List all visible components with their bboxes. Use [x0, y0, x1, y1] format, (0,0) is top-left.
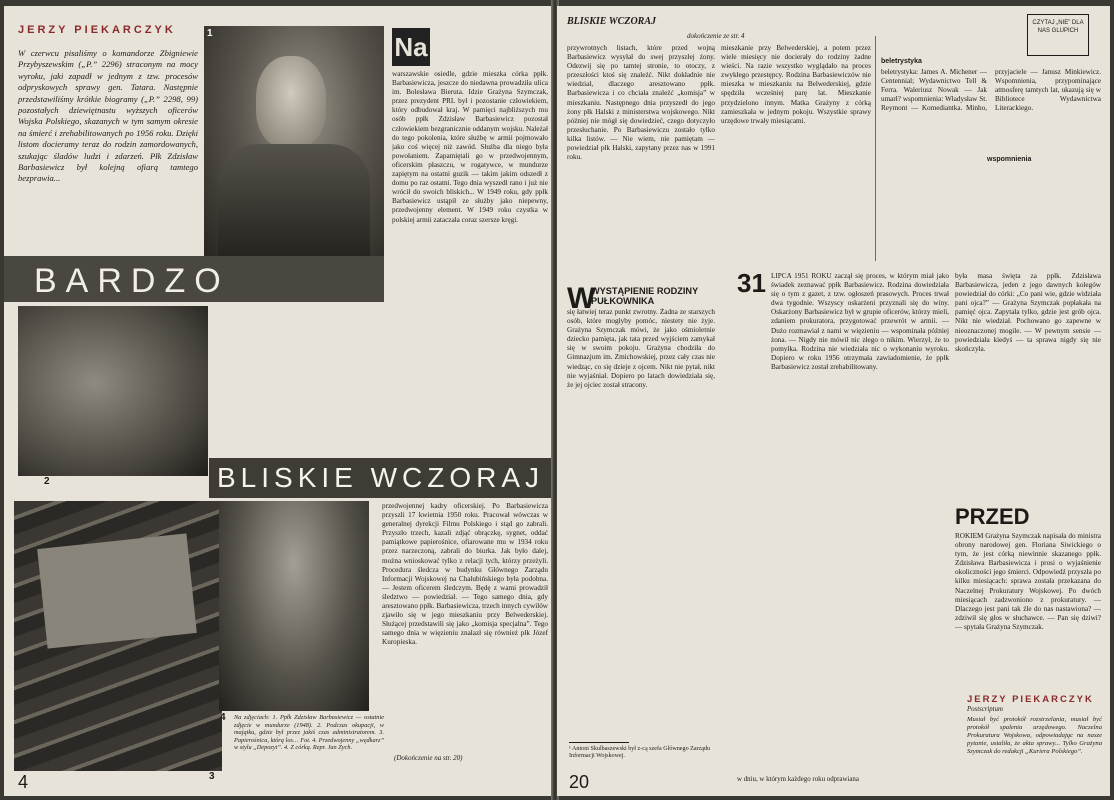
portrait-photo [204, 26, 384, 261]
bottom-line-text: w dniu, w którym każdego roku odprawiana [737, 776, 859, 783]
right-column-4-text: była masa święta za ppłk. Zdzisława Barbasiewicza, jeden z jego dawnych kolegów powiedział do córki: „Co pani wie, gdzie widziała pani ojca?” — Grażyna Szymczak popłakała na pamięć ojca. Zapytała tylko, gdzie jest grób ojca. Nikt nie wiedział. Pochowano go zapewne w nieoznaczonej mogile. — W pewnym sensie — powiedziała kiedyś — ta sprawa nigdy się nie skończyła. [955, 272, 1101, 353]
desk-photo [18, 306, 208, 476]
dropcap-w: W [567, 282, 596, 315]
dropcap-przed: PRZED [955, 504, 1030, 529]
books-heading-1: beletrystyka [881, 58, 922, 65]
page-number-left: 4 [18, 772, 29, 792]
right-column-1-text: przywrotnych listach, które przed wojną Barbasiewicz wysyłał do swej przyszłej żony. Odezwij się po tamtej stronie, to otoczy, z przeszłości ktoś się znaleźć. Nikt dokładnie nie wiedział, dlaczego aresztowano ppłk. Barbasiewicza i co chciała znaleźć „komisja” w mieszkaniu. Następnego dnia przyszedł do jego żony płk Halski z ministerstwa wojskowego. Nikt później nie mógł się dowiedzieć, czego dotyczyło przesłuchanie. Po Barbasiewiczu zostało tylko kilka listów. — Nie wiem, nie pamiętam — powiedział płk Halski, zapytany przez nas w 1991 roku. [567, 44, 715, 162]
page-number-right: 20 [569, 772, 590, 792]
photo-number-3: 3 [209, 771, 215, 782]
article-intro: W czerwcu pisaliśmy o komandorze Zbigniewie Przybyszewskim („P.” 2296) straconym na mocy wyroku, jaki zapadł w jednym z tzw. procesów odpryskowych sprawy gen. Tatara. Następnie przedstawiliśmy krótkie biogramy („P.” 2298, 99) pozostałych dziewiętnastu wyższych oficerów Wojska Polskiego, skazanych w tym samym okresie na śmierć i zrehabilitowanych po 1956 roku. Dzięki listom docieramy teraz do rodzin zamordowanych, szukając śladów ludzi i zdarzeń. Płk Zdzisław Barbasiewicz był kolejną ofiarą tamtego bezprawia... [18, 48, 198, 184]
books-column-text: beletrystyka: James A. Michener — Centennial; Wydawnictwo Tell & Ferra. Waleriusz Nowak — Jak umarł? wspomnienia: Władysław St. Reymont — Komediantka. Minho, przyjaciele — Janusz Minkiewicz. Wspomnienia, przypominające atmosferę tamtych lat, ukazują się w Bibliotece Wydawnictwa Literackiego. [881, 68, 1101, 113]
footnote-rule [569, 742, 629, 743]
title-bardzo: BARDZO [34, 262, 230, 300]
document-card [37, 533, 197, 648]
title-bliskie-wczoraj: BLISKIE WCZORAJ [209, 458, 552, 498]
czytaj-logo: CZYTAJ „NIE” DLA NAS GLUPICH [1027, 14, 1089, 56]
column-divider [875, 36, 876, 261]
dropcap-na: Na [392, 28, 430, 66]
author-byline: JERZY PIEKARCZYK [18, 24, 176, 36]
column-1-text: warszawskie osiedle, gdzie mieszka córka ppłk. Barbasiewicza, jeszcze do niedawna prowadziła ulica im. Bolesława Bieruta. Idzie Grażyna Szymczak, przez prezydent PRL był i pozostanie człowiekiem, który odbudował kraj. W pamięci najbliższych mu osób ppłk Zdzisław Barbasiewicz pozostał człowiekiem bezgranicznie oddanym wojsku. Należał do tego pokolenia, które służbę w armii pojmowało jako coś więcej niż zawód. Służba dla niego była powołaniem. Zapamiętali go w przedwojennym, oficerskim płaszczu, w rogatywce, w mundurze zapiętym na ostatni guzik — takim jakim odszedł z domu po raz ostatni. Tego dnia wyszedł rano i już nie wrócił do swoich bliskich... W 1949 roku, gdy ppłk Barbasiewicz ustąpił ze służby jako niepewny, przedwojenny element. W 1949 roku czystka w polskiej armii zataczała coraz szersze kręgi. [392, 70, 548, 224]
postscript-label: Postscriptum [967, 706, 1003, 713]
right-column-2-text: mieszkanie przy Belwederskiej, a potem przez wiele miesięcy nie docierały do rodziny żadne wieści. Na razie wszystko wyglądało na proces zwykłego przestępcy. Rodzina Barbasiewiczów nie mieszka w mieszkaniu na Belwederskiej, gdzie spędziła wcześniej parę lat. Mieszkanie przydzielono innym. Matka Grażyny z córką zamieszkała w jednym pokoju. Wszystkie sprawy urzędowe trwały miesiącami. [721, 44, 871, 125]
uniform-photo [219, 501, 369, 711]
portrait-uniform [218, 144, 370, 261]
photo-number-1: 1 [207, 28, 213, 39]
photo-number-2: 2 [44, 476, 50, 487]
photo-caption: Na zdjęciach: 1. Ppłk Zdzisław Barbasiewicz — ostatnie zdjęcie w mundurze (1948). 2. Podczas okupacji, w majątku, gdzie był przez jakiś czas administratorem. 3. Papierośnica, którą los… Fot. 4. Przedwojenny „wędkarz” w stylu „Depozyt”. 4. Z córką. Repr. Jan Zych. [234, 714, 384, 752]
right-column-1b-text: się łatwiej teraz punkt zwrotny. Żadna ze starszych osób, które mogłyby pomóc, niestety nie żyje. Grażyna Szymczak mówi, że jako ośmioletnie dziecko pamięta, jak tata przed wyjściem zamykał się w swoim pokoju. Grażyna chodziła do Gimnazjum im. Zmichowskiej, przez cały czas nie wiedząc, co się dzieje z ojcem. Nikt nie pytał, nikt nie wyjaśniał. Dopiero po latach dowiedziała się, że jej ojciec został stracony. [567, 308, 715, 389]
right-column-3-text: LIPCA 1951 ROKU zaczął się proces, w którym miał jako świadek zeznawać ppłk Barbasiewicz. Rodzina dowiedziała się o tym z gazet, z tzw. ogłoszeń prasowych. Proces trwał dwa tygodnie. Wszyscy oskarżeni przyznali się do winy. Oskarżony Barbasiewicz był w grupie oficerów, którzy mieli, zdaniem prokuratora, przygotować przewrót w armii. — Dużo rozmawiał z nami w więzieniu — wspominała później żona. — Nigdy nie mówił nic złego o nikim. Wierzył, że to pomyłka. Rodzina nie wiedziała nic o wykonaniu wyroku. Dopiero w roku 1956 otrzymała zawiadomienie, że ppłk Barbasiewicz został zrehabilitowany. [771, 272, 949, 371]
left-page [4, 6, 553, 796]
section-heading: WYSTĄPIENIE RODZINY PUŁKOWNIKA [591, 286, 699, 306]
przed-section-text: ROKIEM Grażyna Szymczak napisała do ministra obrony narodowej gen. Floriana Siwickiego o tym, że jest córką niewinnie skazanego ppłk. Zdzisława Barbasiewicza i prosi o wyjaśnienie okoliczności jego śmierci. Odpowiedź przyszła po kilku miesiącach: sprawa została przekazana do Naczelnej Prokuratury Wojskowej. Po dwóch miesiącach zadzwoniono z prokuratury. — Dlaczego jest pani tak źle do nas nastawiona? — zdziwił się głos w słuchawce. — Pan się dziwi? — spytała Grażyna Szymczak. [955, 532, 1101, 631]
documents-photo [14, 501, 222, 771]
footnote: ¹ Antoni Skulbaszewski był z-cą szefa Głównego Zarządu Informacji Wojskowej. [569, 746, 711, 760]
postscript-text: Musiał być protokół rozstrzelania, musiał być protokół spalenia urzędowego. Naczelna Prokuratura Wojskowa, odpowiadając na nasze pytanie, ustaliła, że akta sprawy... Tylko Grażyna Szymczak do redakcji „Kuriera Polskiego”. [967, 716, 1102, 755]
continued-note: (Dokończenie na str. 20) [394, 754, 463, 762]
portrait-face [256, 56, 326, 148]
column-0-text [214, 306, 386, 456]
books-heading-2: wspomnienia [987, 156, 1032, 163]
column-1-lead [434, 28, 546, 68]
running-header: BLISKIE WCZORAJ [567, 16, 657, 27]
continued-from-note: dokończenie ze str. 4 [687, 32, 745, 40]
dropcap-31: 31 [737, 268, 766, 298]
column-2-text: przedwojennej kadry oficerskiej. Po Barbasiewicza przyszli 17 kwietnia 1950 roku. Pracował wówczas w generalnej dyrekcji Filmu Polskiego i stąd go zabrali. Przyszło trzech, kazali zdjąć obrączkę, sygnet, oddać pamiątkowe papierośnice, ofiarowane mu w 1934 roku przez narzeczoną, zabrali do biurka. Jak było dalej, można wnioskować tylko z relacji tych, którzy przeżyli. Procedura śledcza w budynku Głównego Zarządu Informacji Wojskowej na Chałubińskiego była podobna. — Jestem oficerem śledczym. Będę z wami prowadził śledztwo — powiedział. — Tego samego dnia, gdy aresztowano ppłk. Barbasiewicza, trzech innych cywilów zjawiło się w jego mieszkaniu przy Belwederskiej. Służącej przedstawili się jako „komisja specjalna”. Tego samego dnia w więzieniu znalazł się również płk Józef Kuropieska. [382, 502, 548, 647]
author-signature: JERZY PIEKARCZYK [967, 694, 1094, 705]
right-page [557, 6, 1110, 796]
photo-number-4: 4 [220, 712, 226, 723]
